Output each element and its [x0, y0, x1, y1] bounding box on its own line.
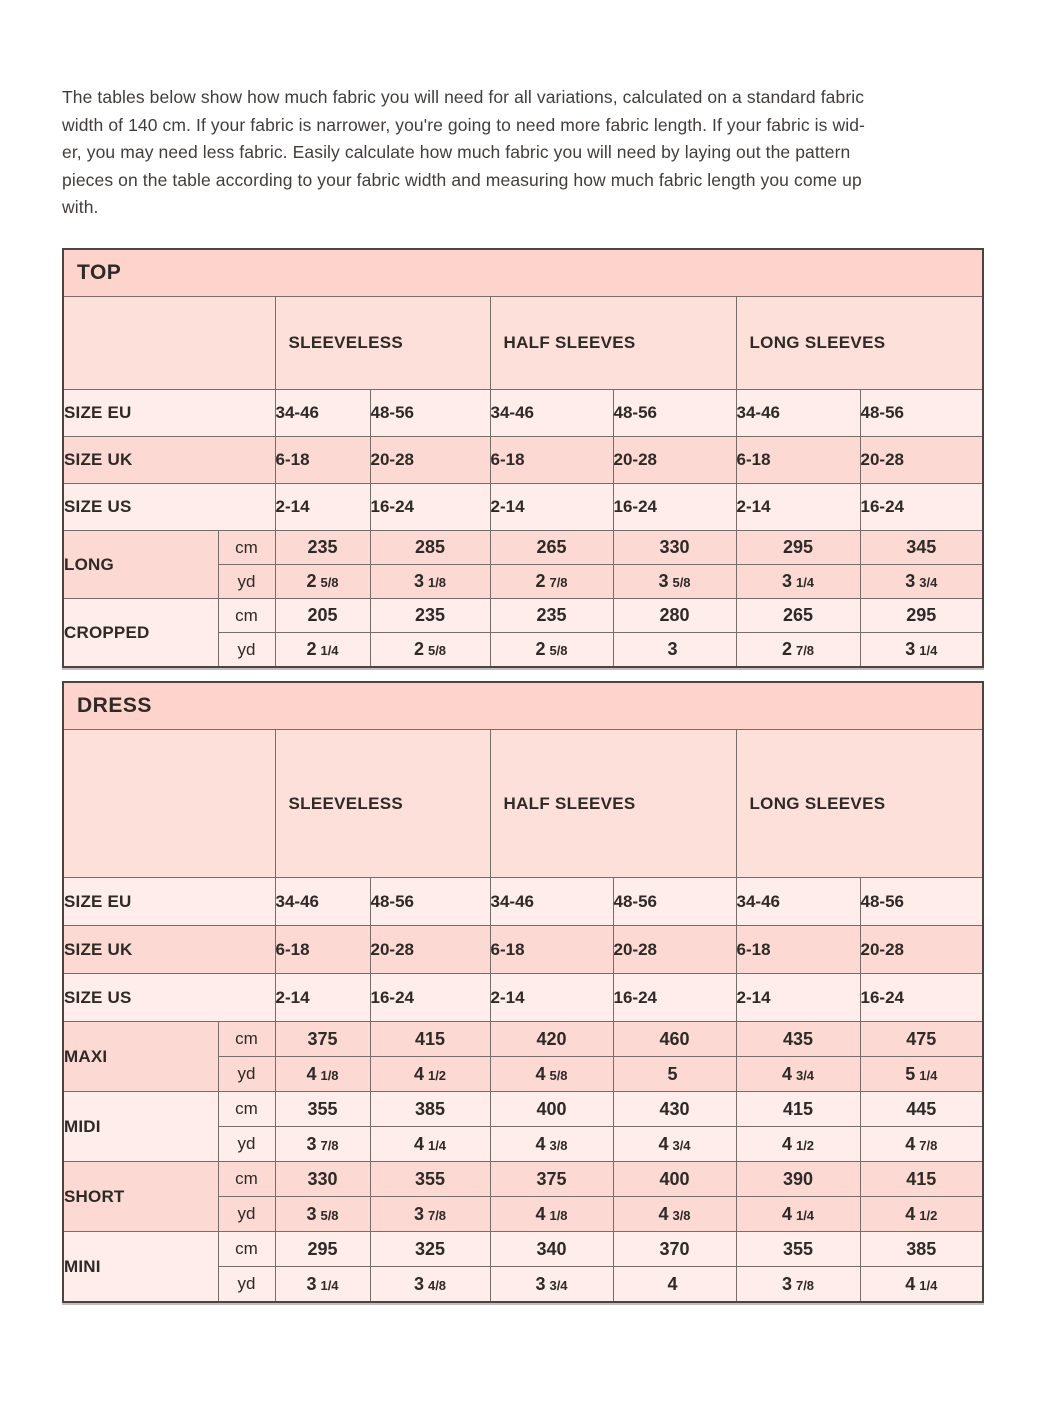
yd-fraction: 4/8 [427, 1277, 447, 1293]
yd-fraction: 3/4 [672, 1137, 691, 1153]
yd-fraction: 5/8 [320, 1207, 339, 1223]
yd-fraction: 3/8 [672, 1207, 691, 1223]
cm-value: 295 [736, 531, 860, 565]
unit-cm: cm [218, 531, 275, 565]
cm-value: 460 [613, 1022, 736, 1057]
cropped-cm-row [63, 599, 983, 633]
unit-yd: yd [218, 1127, 275, 1162]
yd-value [275, 565, 370, 599]
intro-line: er, you may need less fabric. Easily calculate how much fabric you will need by laying out the pattern [62, 142, 851, 163]
size-value: 6-18 [736, 437, 860, 484]
cm-value: 295 [860, 599, 983, 633]
yd-whole: 4 [413, 1133, 424, 1154]
cm-value: 385 [370, 1092, 490, 1127]
intro-line: width of 140 cm. If your fabric is narrower, you're going to need more fabric length. If your fabric is wid- [62, 114, 865, 135]
yd-value [736, 1127, 860, 1162]
yd-whole: 4 [535, 1133, 546, 1154]
group-label: CROPPED [63, 599, 218, 667]
table-title-row [63, 682, 983, 730]
yd-fraction: 3/8 [549, 1137, 568, 1153]
column-header-long-sleeves: LONG SLEEVES [736, 730, 983, 878]
size-value: 20-28 [370, 437, 490, 484]
yd-whole: 4 [905, 1273, 916, 1294]
yd-whole: 2 [306, 571, 317, 592]
cm-value: 280 [613, 599, 736, 633]
yd-value [736, 1267, 860, 1302]
yd-value [860, 565, 983, 599]
yd-value [860, 1197, 983, 1232]
yd-fraction: 7/8 [795, 1277, 815, 1293]
cm-value: 400 [490, 1092, 613, 1127]
yd-fraction: 1/2 [427, 1067, 447, 1083]
unit-cm: cm [218, 1232, 275, 1267]
yd-value [613, 1197, 736, 1232]
group-label: LONG [63, 531, 218, 599]
size-value: 6-18 [275, 437, 370, 484]
yd-value [370, 1057, 490, 1092]
size-value: 16-24 [613, 974, 736, 1022]
unit-yd: yd [218, 1057, 275, 1092]
unit-cm: cm [218, 599, 275, 633]
yd-fraction: 5/8 [320, 575, 339, 591]
table-title-row [63, 249, 983, 297]
size-row-label: SIZE US [63, 484, 275, 531]
yd-value [275, 1197, 370, 1232]
size-value: 20-28 [860, 437, 983, 484]
column-header-half-sleeves: HALF SLEEVES [490, 730, 736, 878]
cm-value: 435 [736, 1022, 860, 1057]
yd-value [736, 565, 860, 599]
size-value: 6-18 [490, 437, 613, 484]
yd-whole: 3 [658, 571, 669, 592]
yd-whole: 4 [658, 1133, 669, 1154]
yd-value [275, 1057, 370, 1092]
cm-value: 445 [860, 1092, 983, 1127]
yd-fraction: 1/8 [549, 1207, 568, 1223]
cm-value: 375 [490, 1162, 613, 1197]
yd-value [736, 1057, 860, 1092]
cm-value: 385 [860, 1232, 983, 1267]
cm-value: 325 [370, 1232, 490, 1267]
yd-whole: 4 [781, 1063, 792, 1084]
yd-whole: 4 [535, 1063, 546, 1084]
yd-fraction: 5/8 [427, 643, 447, 659]
size-row-label: SIZE EU [63, 390, 275, 437]
yd-fraction: 5/8 [549, 1067, 568, 1083]
yd-fraction: 1/4 [320, 643, 339, 659]
cm-value: 375 [275, 1022, 370, 1057]
cm-value: 235 [370, 599, 490, 633]
cm-value: 415 [860, 1162, 983, 1197]
yd-value [370, 1197, 490, 1232]
yd-whole: 4 [658, 1203, 669, 1224]
column-header-sleeveless: SLEEVELESS [275, 297, 490, 390]
column-header-row [63, 297, 983, 390]
cm-value: 355 [370, 1162, 490, 1197]
size-value: 34-46 [275, 390, 370, 437]
size-row-us [63, 484, 983, 531]
size-value: 2-14 [490, 484, 613, 531]
yd-whole: 4 [905, 1133, 916, 1154]
size-value: 48-56 [860, 390, 983, 437]
yd-whole: 3 [306, 1133, 317, 1154]
size-value: 48-56 [613, 878, 736, 926]
size-value: 2-14 [490, 974, 613, 1022]
midi-cm-row [63, 1092, 983, 1127]
yd-fraction: 3/4 [549, 1277, 568, 1293]
yd-value [370, 633, 490, 667]
cm-value: 415 [736, 1092, 860, 1127]
yd-value [370, 565, 490, 599]
yd-fraction: 3/4 [795, 1067, 815, 1083]
yd-value [613, 633, 736, 667]
size-value: 34-46 [490, 878, 613, 926]
yd-fraction: 5/8 [672, 575, 691, 591]
yd-fraction: 1/4 [919, 1277, 938, 1293]
yd-whole: 3 [667, 639, 678, 660]
yd-value [490, 1057, 613, 1092]
yd-whole: 2 [781, 639, 792, 660]
yd-fraction: 1/8 [427, 575, 447, 591]
group-label: MIDI [63, 1092, 218, 1162]
yd-whole: 5 [905, 1063, 916, 1084]
yd-value [736, 1197, 860, 1232]
yd-whole: 3 [413, 1273, 424, 1294]
fabric-table-top [62, 248, 984, 668]
cm-value: 400 [613, 1162, 736, 1197]
cm-value: 430 [613, 1092, 736, 1127]
cm-value: 265 [490, 531, 613, 565]
size-value: 16-24 [860, 484, 983, 531]
cm-value: 345 [860, 531, 983, 565]
yd-value [613, 1057, 736, 1092]
yd-value [370, 1267, 490, 1302]
cm-value: 420 [490, 1022, 613, 1057]
yd-whole: 3 [535, 1273, 546, 1294]
yd-fraction: 3/4 [919, 575, 938, 591]
size-value: 34-46 [736, 878, 860, 926]
cm-value: 475 [860, 1022, 983, 1057]
yd-value [370, 1127, 490, 1162]
yd-whole: 3 [905, 571, 916, 592]
column-header-sleeveless: SLEEVELESS [275, 730, 490, 878]
long-cm-row [63, 531, 983, 565]
size-value: 34-46 [736, 390, 860, 437]
yd-value [736, 633, 860, 667]
cm-value: 235 [275, 531, 370, 565]
short-cm-row [63, 1162, 983, 1197]
size-row-eu [63, 390, 983, 437]
yd-whole: 3 [905, 639, 916, 660]
yd-fraction: 7/8 [427, 1207, 447, 1223]
yd-value [490, 1197, 613, 1232]
unit-cm: cm [218, 1162, 275, 1197]
size-value: 16-24 [370, 484, 490, 531]
unit-yd: yd [218, 1197, 275, 1232]
yd-value [613, 565, 736, 599]
yd-value [860, 1127, 983, 1162]
column-header-long-sleeves: LONG SLEEVES [736, 297, 983, 390]
intro-line: with. [62, 197, 99, 218]
yd-fraction: 1/2 [919, 1207, 938, 1223]
cm-value: 390 [736, 1162, 860, 1197]
cm-value: 205 [275, 599, 370, 633]
size-value: 48-56 [370, 390, 490, 437]
size-row-label: SIZE UK [63, 437, 275, 484]
yd-value [860, 1267, 983, 1302]
yd-whole: 2 [306, 639, 317, 660]
size-value: 2-14 [736, 484, 860, 531]
yd-whole: 4 [667, 1273, 678, 1294]
cm-value: 340 [490, 1232, 613, 1267]
yd-value [490, 633, 613, 667]
group-label: MAXI [63, 1022, 218, 1092]
maxi-cm-row [63, 1022, 983, 1057]
group-label: SHORT [63, 1162, 218, 1232]
header-blank-cell [63, 730, 275, 878]
yd-whole: 3 [413, 1203, 424, 1224]
yd-fraction: 5/8 [549, 643, 568, 659]
size-value: 48-56 [370, 878, 490, 926]
size-value: 16-24 [860, 974, 983, 1022]
intro-paragraph [62, 84, 991, 222]
yd-value [490, 1267, 613, 1302]
yd-whole: 2 [535, 639, 546, 660]
size-row-label: SIZE UK [63, 926, 275, 974]
cm-value: 370 [613, 1232, 736, 1267]
yd-fraction: 1/4 [919, 643, 938, 659]
yd-whole: 3 [306, 1203, 317, 1224]
size-row-uk [63, 437, 983, 484]
size-row-label: SIZE US [63, 974, 275, 1022]
size-value: 6-18 [736, 926, 860, 974]
size-value: 2-14 [736, 974, 860, 1022]
yd-fraction: 1/4 [320, 1277, 339, 1293]
yd-whole: 4 [306, 1063, 317, 1084]
size-value: 48-56 [613, 390, 736, 437]
size-value: 48-56 [860, 878, 983, 926]
cm-value: 285 [370, 531, 490, 565]
yd-whole: 4 [781, 1203, 792, 1224]
cm-value: 330 [275, 1162, 370, 1197]
yd-fraction: 7/8 [919, 1137, 938, 1153]
yd-fraction: 1/8 [320, 1067, 339, 1083]
size-row-label: SIZE EU [63, 878, 275, 926]
size-value: 20-28 [370, 926, 490, 974]
yd-value [275, 633, 370, 667]
yd-whole: 2 [535, 571, 546, 592]
cm-value: 265 [736, 599, 860, 633]
yd-whole: 4 [535, 1203, 546, 1224]
size-value: 6-18 [490, 926, 613, 974]
size-row-uk [63, 926, 983, 974]
group-label: MINI [63, 1232, 218, 1302]
size-row-eu [63, 878, 983, 926]
yd-value [275, 1267, 370, 1302]
yd-whole: 3 [413, 571, 424, 592]
yd-value [490, 1127, 613, 1162]
size-value: 16-24 [613, 484, 736, 531]
yd-fraction: 7/8 [795, 643, 815, 659]
yd-value [860, 633, 983, 667]
size-value: 20-28 [860, 926, 983, 974]
column-header-row [63, 730, 983, 878]
yd-fraction: 1/4 [795, 575, 815, 591]
cm-value: 295 [275, 1232, 370, 1267]
intro-line: The tables below show how much fabric you will need for all variations, calculated on a standard fabric [62, 87, 865, 107]
yd-fraction: 7/8 [549, 575, 568, 591]
size-value: 34-46 [275, 878, 370, 926]
table-title: DRESS [63, 682, 983, 730]
cm-value: 355 [736, 1232, 860, 1267]
cm-value: 415 [370, 1022, 490, 1057]
column-header-half-sleeves: HALF SLEEVES [490, 297, 736, 390]
size-row-us [63, 974, 983, 1022]
size-value: 6-18 [275, 926, 370, 974]
yd-fraction: 1/2 [795, 1137, 815, 1153]
yd-whole: 3 [781, 1273, 792, 1294]
yd-whole: 4 [413, 1063, 424, 1084]
size-value: 20-28 [613, 437, 736, 484]
yd-value [490, 565, 613, 599]
cm-value: 330 [613, 531, 736, 565]
yd-whole: 2 [413, 639, 424, 660]
size-value: 34-46 [490, 390, 613, 437]
intro-line: pieces on the table according to your fabric width and measuring how much fabric length you come up [62, 169, 862, 190]
unit-yd: yd [218, 633, 275, 667]
unit-cm: cm [218, 1092, 275, 1127]
yd-fraction: 1/4 [427, 1137, 447, 1153]
size-value: 2-14 [275, 484, 370, 531]
size-value: 2-14 [275, 974, 370, 1022]
cm-value: 235 [490, 599, 613, 633]
yd-whole: 3 [781, 571, 792, 592]
yd-value [613, 1267, 736, 1302]
yd-value [613, 1127, 736, 1162]
yd-whole: 3 [306, 1273, 317, 1294]
size-value: 16-24 [370, 974, 490, 1022]
yd-value [860, 1057, 983, 1092]
unit-cm: cm [218, 1022, 275, 1057]
yd-whole: 5 [667, 1063, 678, 1084]
mini-cm-row [63, 1232, 983, 1267]
table-title: TOP [63, 249, 983, 297]
fabric-table-dress [62, 681, 984, 1303]
yd-whole: 4 [781, 1133, 792, 1154]
yd-whole: 4 [905, 1203, 916, 1224]
yd-fraction: 1/4 [795, 1207, 815, 1223]
unit-yd: yd [218, 565, 275, 599]
header-blank-cell [63, 297, 275, 390]
yd-value [275, 1127, 370, 1162]
yd-fraction: 1/4 [919, 1067, 938, 1083]
cm-value: 355 [275, 1092, 370, 1127]
size-value: 20-28 [613, 926, 736, 974]
unit-yd: yd [218, 1267, 275, 1302]
yd-fraction: 7/8 [320, 1137, 339, 1153]
